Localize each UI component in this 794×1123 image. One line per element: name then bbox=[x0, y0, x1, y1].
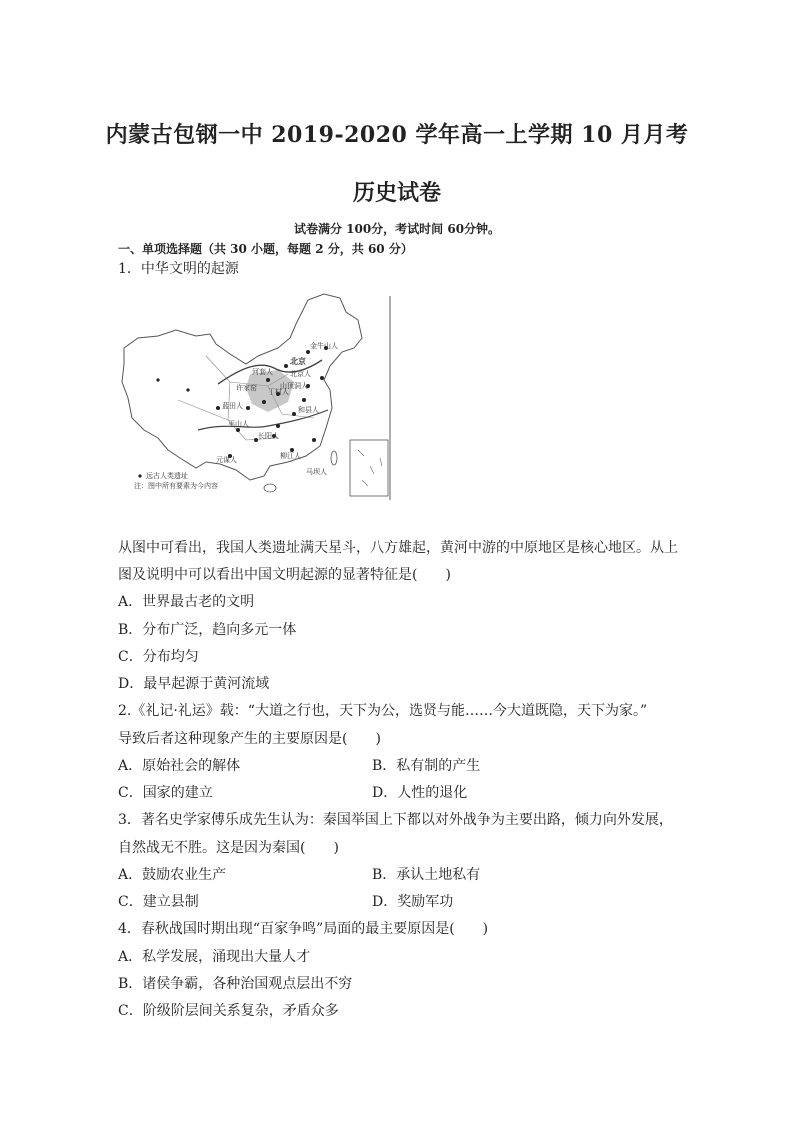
label-beijingren: 北京人 bbox=[290, 370, 311, 378]
label-maba: 马坝人 bbox=[306, 468, 327, 476]
q2-line1: 2.《礼记·礼运》载：“大道之行也，天下为公，选贤与能……今大道既隐，天下为家。” bbox=[118, 703, 648, 719]
china-map-svg bbox=[118, 290, 394, 502]
q1-option-b: B．分布广泛，趋向多元一体 bbox=[118, 622, 297, 638]
q4-option-a: A．私学发展，涌现出大量人才 bbox=[118, 949, 311, 965]
q3-line2: 自然战无不胜。这是因为秦国( ) bbox=[118, 840, 339, 856]
q1-option-d: D．最早起源于黄河流域 bbox=[118, 676, 270, 692]
q1-text-line2: 图及说明中可以看出中国文明起源的显著特征是( ) bbox=[118, 567, 451, 583]
label-changyang: 长阳人 bbox=[258, 432, 279, 440]
q2-option-b: B．私有制的产生 bbox=[372, 758, 481, 774]
subject-title: 历史试卷 bbox=[352, 180, 441, 206]
hainan-island bbox=[264, 484, 276, 492]
label-hetao: 河套人 bbox=[252, 368, 273, 376]
q1-option-c: C．分布均匀 bbox=[118, 649, 199, 665]
label-liujiang: 柳江人 bbox=[280, 452, 301, 460]
q4-line1: 4．春秋战国时期出现“百家争鸣”局面的最主要原因是( ) bbox=[118, 921, 489, 937]
south-china-sea-inset bbox=[350, 440, 388, 496]
section-heading: 一、单项选择题（共 30 小题，每题 2 分，共 60 分） bbox=[118, 242, 413, 256]
q1-option-a: A．世界最古老的文明 bbox=[118, 594, 255, 610]
q2-option-d: D．人性的退化 bbox=[372, 785, 468, 801]
label-jinniushan: 金牛山人 bbox=[310, 342, 338, 350]
exam-info: 试卷满分 100分，考试时间 60分钟。 bbox=[293, 222, 501, 236]
page-title: 内蒙古包钢一中 2019-2020 学年高一上学期 10 月月考 bbox=[105, 122, 689, 148]
q2-option-c: C．国家的建立 bbox=[118, 785, 213, 801]
label-xujiayao: 许家窑 bbox=[236, 384, 257, 392]
q1-text-line1: 从图中可看出，我国人类遗址满天星斗，八方雄起，黄河中游的中原地区是核心地区。从上 bbox=[118, 540, 678, 556]
q4-option-c: C．阶级阶层间关系复杂，矛盾众多 bbox=[118, 1003, 339, 1019]
q4-option-b: B．诸侯争霸，各种治国观点层出不穷 bbox=[118, 976, 353, 992]
q3-option-d: D．奖励军功 bbox=[372, 894, 454, 910]
label-lantian: 蓝田人 bbox=[222, 402, 243, 410]
map-legend: 远古人类遗址 bbox=[146, 472, 188, 480]
label-wushan: 巫山人 bbox=[228, 420, 249, 428]
china-map-figure bbox=[118, 290, 394, 502]
q1-stem: 1．中华文明的起源 bbox=[118, 261, 239, 277]
q3-option-a: A．鼓励农业生产 bbox=[118, 867, 227, 883]
q2-line2: 导致后者这种现象产生的主要原因是( ) bbox=[118, 731, 381, 747]
province-border bbox=[178, 400, 228, 420]
q2-option-a: A．原始社会的解体 bbox=[118, 758, 241, 774]
q3-line1: 3．著名史学家傅乐成先生认为：秦国举国上下都以对外战争为主要出路，倾力向外发展， bbox=[118, 812, 673, 828]
label-shandingdong: 山顶洞人 bbox=[280, 382, 308, 390]
map-note: 注：图中所有要素为今内容 bbox=[134, 482, 218, 490]
label-yuanmou: 元谋人 bbox=[216, 456, 237, 464]
q3-option-c: C．建立县制 bbox=[118, 894, 199, 910]
q3-option-b: B．承认土地私有 bbox=[372, 867, 481, 883]
label-dingcun: 丁村人 bbox=[268, 388, 289, 396]
label-hexian: 和县人 bbox=[298, 406, 319, 414]
label-beijing: 北京 bbox=[290, 357, 306, 366]
taiwan-island bbox=[331, 451, 337, 465]
